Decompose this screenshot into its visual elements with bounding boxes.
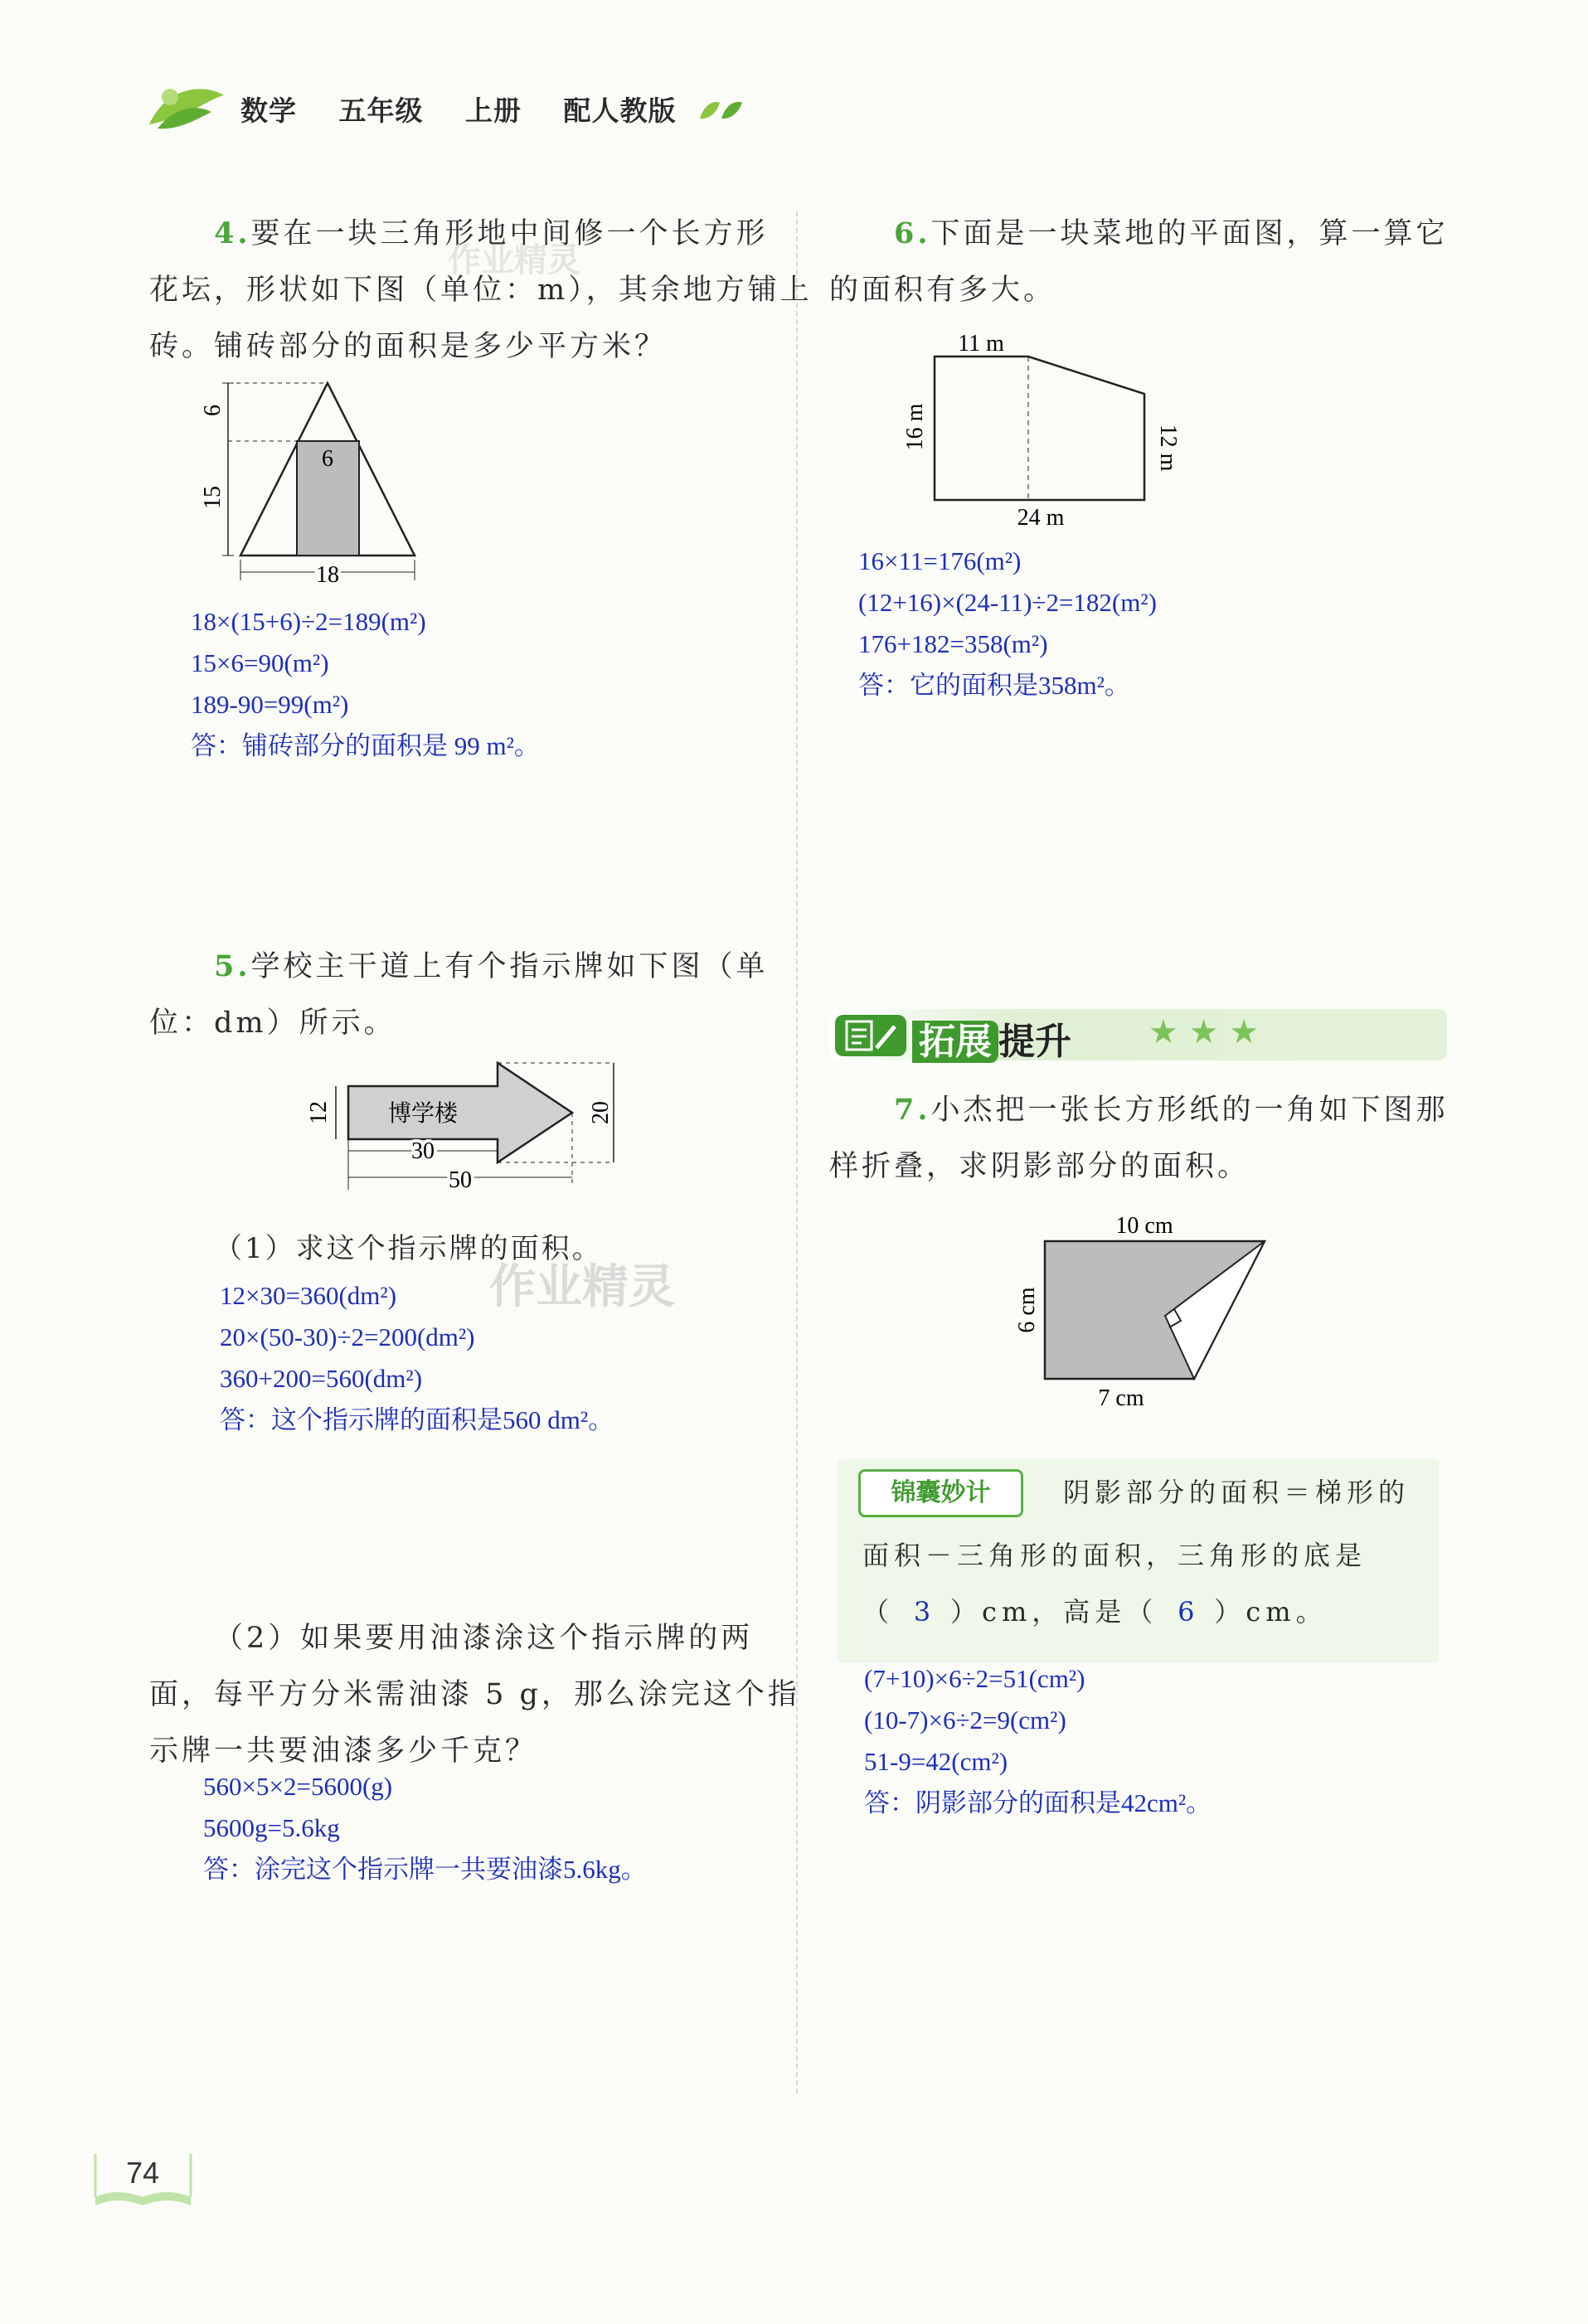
header-edition: 配人教版 [563, 95, 677, 127]
q6-label-left: 16 m [902, 403, 928, 451]
header-grade: 五年级 [338, 95, 424, 127]
section-title: 拓展 提升 [912, 1012, 1071, 1065]
question-7-answer: (7+10)×6÷2=51(cm²) (10-7)×6÷2=9(cm²) 51-9=42(cm²) 答：阴影部分的面积是42cm²。 [864, 1664, 1212, 1817]
folded-paper-diagram [1003, 1206, 1285, 1414]
difficulty-stars: ★ ★ ★ [1149, 1013, 1260, 1051]
vegetable-plot-diagram [891, 327, 1190, 535]
q6-label-top: 11 m [958, 331, 1004, 357]
question-4-answer: 18×(15+6)÷2=189(m²) 15×6=90(m²) 189-90=99(m²) 答：铺砖部分的面积是 99 m²。 [191, 607, 540, 760]
question-7-text: 7.小杰把一张长方形纸的一角如下图那 样折叠，求阴影部分的面积。 [829, 1093, 1449, 1183]
question-5-part1: （1）求这个指示牌的面积。 [214, 1232, 603, 1265]
q7-label-top: 10 cm [1115, 1213, 1173, 1239]
q4-label-left: 15 [200, 486, 226, 509]
header-subject: 数学 [240, 95, 297, 127]
sign-text: 博学楼 [387, 1101, 459, 1127]
q6-label-right: 12 m [1155, 424, 1181, 472]
page-number: 74 [126, 2156, 160, 2190]
tip-label: 锦囊妙计 [858, 1469, 1023, 1517]
question-5-part2: （2）如果要用油漆涂这个指示牌的两 面，每平方分米需油漆 5 g，那么涂完这个指 示牌一共要油漆多少千克？ [149, 1622, 800, 1768]
column-divider [796, 211, 798, 2094]
tip-line-3: （ 3 ）cm，高是（ 6 ）cm。 [862, 1580, 1328, 1643]
q5-label-50: 50 [449, 1167, 472, 1193]
q7-label-left: 6 cm [1014, 1287, 1040, 1333]
q7-label-bottom: 7 cm [1098, 1385, 1144, 1411]
q4-label-base: 18 [316, 562, 339, 588]
question-6-answer: 16×11=176(m²) (12+16)×(24-11)÷2=182(m²) 176+182=358(m²) 答：它的面积是358m²。 [858, 546, 1157, 700]
q4-label-top: 6 [200, 405, 226, 416]
question-5-text: 5.学校主干道上有个指示牌如下图（单 位：dm）所示。 [149, 949, 769, 1040]
question-5-number: 5. [214, 949, 251, 983]
header-title [240, 90, 708, 129]
leaf-logo-icon [145, 79, 228, 137]
question-7-number: 7. [894, 1093, 931, 1127]
question-6-number: 6. [894, 216, 931, 250]
tip-line-1: 阴影部分的面积＝梯形的 [1063, 1477, 1411, 1508]
question-4-text: 4.要在一块三角形地中间修一个长方形 花坛，形状如下图（单位：m），其余地方铺上 砖。铺砖部分的面积是多少平方米？ [149, 216, 813, 363]
tip-blank-base: 3 [913, 1596, 931, 1628]
question-5-answer2: 560×5×2=5600(g) 5600g=5.6kg 答：涂完这个指示牌一共要油漆5.6kg。 [203, 1772, 647, 1884]
triangle-diagram [199, 373, 431, 593]
q6-label-bottom: 24 m [1017, 505, 1065, 531]
checklist-pencil-icon [833, 1013, 908, 1058]
question-6-text: 6.下面是一块菜地的平面图，算一算它 的面积有多大。 [829, 216, 1449, 307]
watermark-2: 作业精灵 [489, 1260, 675, 1314]
tip-blank-height: 6 [1178, 1596, 1195, 1628]
leaves-icon [698, 98, 744, 123]
q5-label-12: 12 [306, 1101, 332, 1124]
tip-line-2: 面积－三角形的面积，三角形的底是 [862, 1540, 1367, 1571]
q4-label-inner: 6 [322, 446, 333, 472]
q5-label-20: 20 [588, 1101, 614, 1124]
question-4-number: 4. [214, 216, 251, 250]
sign-diagram [290, 1053, 639, 1194]
question-5-answer1: 12×30=360(dm²) 20×(50-30)÷2=200(dm²) 360+200=560(dm²) 答：这个指示牌的面积是560 dm²。 [220, 1281, 614, 1434]
header-volume: 上册 [465, 95, 522, 127]
q5-label-30: 30 [411, 1138, 435, 1164]
watermark-1: 作业精灵 [448, 241, 580, 279]
